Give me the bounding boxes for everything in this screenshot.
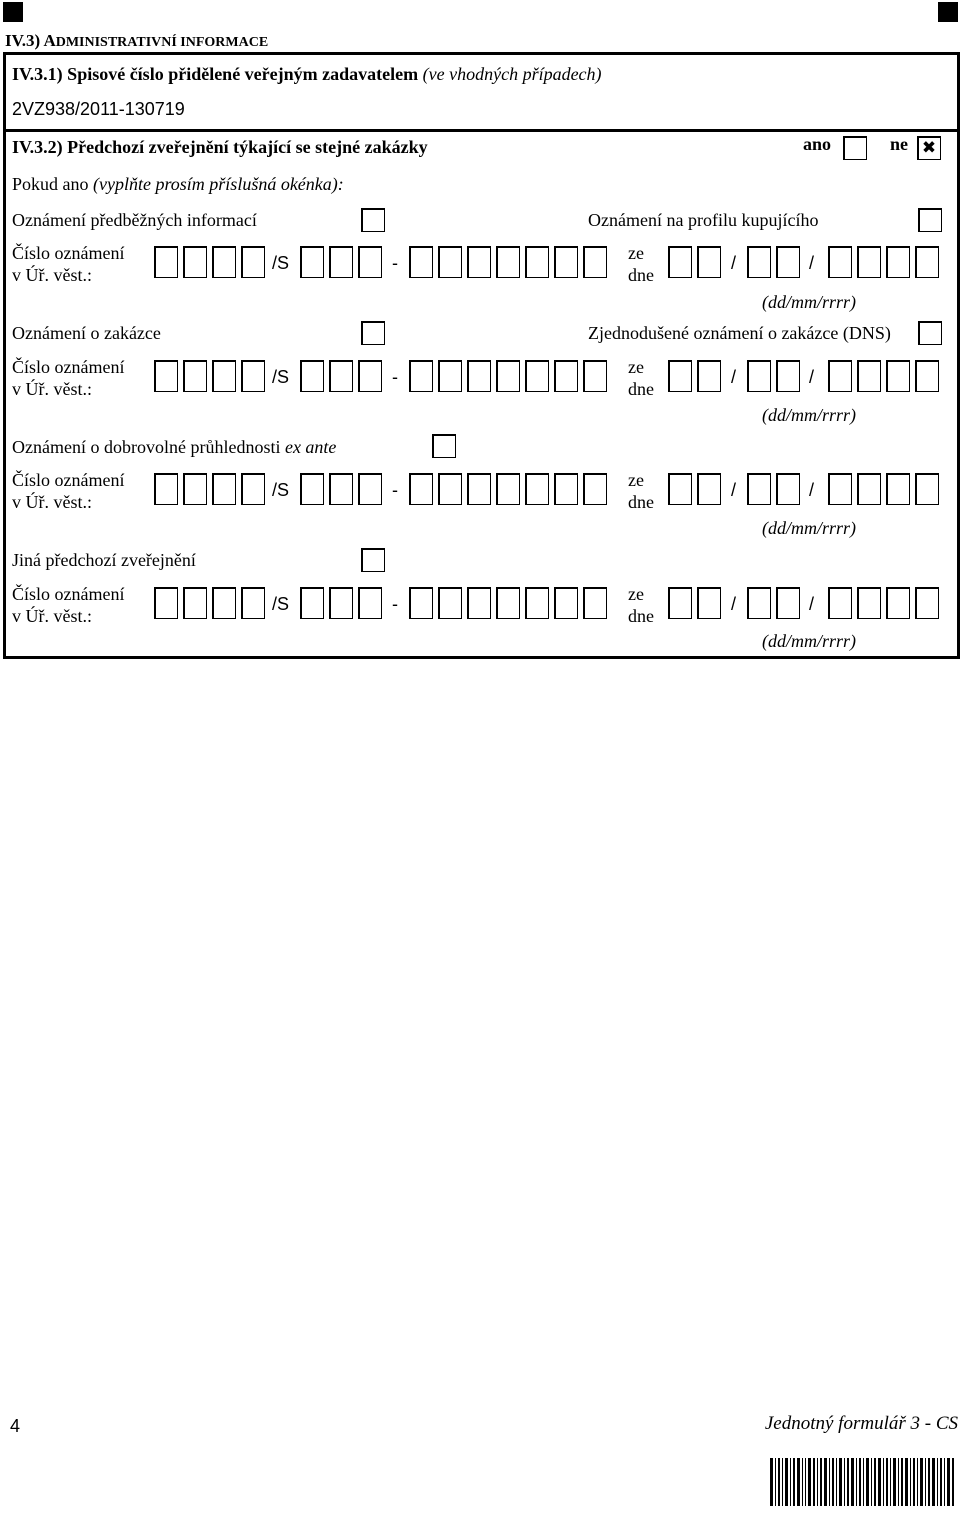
date-format-hint: (dd/mm/rrrr) <box>762 292 857 312</box>
number-cell[interactable] <box>583 473 607 505</box>
ze-label: ze <box>628 470 644 490</box>
date-cell[interactable] <box>886 246 910 278</box>
number-label: Číslo oznámení <box>12 357 125 377</box>
number-cell[interactable] <box>329 246 353 278</box>
number-cell[interactable] <box>358 360 382 392</box>
number-cell[interactable] <box>212 587 236 619</box>
number-cell[interactable] <box>525 360 549 392</box>
date-cell[interactable] <box>857 473 881 505</box>
form-name: Jednotný formulář 3 - CS <box>764 1413 958 1434</box>
date-cell[interactable] <box>776 587 800 619</box>
date-cell[interactable] <box>857 360 881 392</box>
number-cell[interactable] <box>525 246 549 278</box>
x-mark-icon: ✖ <box>921 138 937 157</box>
date-cell[interactable] <box>697 360 721 392</box>
number-cell[interactable] <box>409 587 433 619</box>
ze-label: ze <box>628 243 644 263</box>
ref-number-label: IV.3.1) Spisové číslo přidělené veřejným zadavatelem (ve vhodných případech) <box>12 64 602 84</box>
date-cell[interactable] <box>828 587 852 619</box>
dne-label: dne <box>628 265 654 285</box>
date-cell[interactable] <box>747 246 771 278</box>
oj-label: v Úř. věst.: <box>12 265 92 285</box>
date-cell[interactable] <box>886 473 910 505</box>
date-slash: / <box>809 367 815 387</box>
dash-separator: - <box>392 480 398 500</box>
number-cell[interactable] <box>554 360 578 392</box>
notice-number-row <box>0 357 960 399</box>
date-cell[interactable] <box>747 473 771 505</box>
number-cell[interactable] <box>467 360 491 392</box>
contract-notice-label: Oznámení o zakázce <box>12 323 161 343</box>
yes-label: ano <box>803 134 832 154</box>
number-cell[interactable] <box>183 587 207 619</box>
number-cell[interactable] <box>300 473 324 505</box>
yes-checkbox[interactable] <box>843 136 867 160</box>
date-cell[interactable] <box>915 360 939 392</box>
number-cell[interactable] <box>496 473 520 505</box>
corner-mark-left <box>3 2 23 22</box>
number-cell[interactable] <box>358 473 382 505</box>
number-cell[interactable] <box>154 587 178 619</box>
number-cell[interactable] <box>154 473 178 505</box>
date-cell[interactable] <box>697 246 721 278</box>
s-separator: /S <box>272 594 290 614</box>
barcode-image <box>770 1458 954 1513</box>
buyer-profile-label: Oznámení na profilu kupujícího <box>588 210 819 230</box>
number-cell[interactable] <box>525 473 549 505</box>
date-cell[interactable] <box>776 246 800 278</box>
number-cell[interactable] <box>154 360 178 392</box>
number-cell[interactable] <box>241 587 265 619</box>
date-cell[interactable] <box>747 587 771 619</box>
number-cell[interactable] <box>554 587 578 619</box>
number-cell[interactable] <box>329 360 353 392</box>
date-cell[interactable] <box>857 246 881 278</box>
number-cell[interactable] <box>467 473 491 505</box>
simplified-notice-label: Zjednodušené oznámení o zakázce (DNS) <box>588 323 891 343</box>
dash-separator: - <box>392 253 398 273</box>
date-format-hint: (dd/mm/rrrr) <box>762 631 857 651</box>
number-cell[interactable] <box>554 473 578 505</box>
date-cell[interactable] <box>828 473 852 505</box>
number-cell[interactable] <box>183 246 207 278</box>
s-separator: /S <box>272 253 290 273</box>
date-cell[interactable] <box>668 587 692 619</box>
notice-number-row <box>0 243 960 285</box>
date-cell[interactable] <box>857 587 881 619</box>
number-cell[interactable] <box>409 360 433 392</box>
number-cell[interactable] <box>496 587 520 619</box>
other-publication-checkbox[interactable] <box>361 548 385 572</box>
number-cell[interactable] <box>241 360 265 392</box>
number-cell[interactable] <box>358 587 382 619</box>
dne-label: dne <box>628 606 654 626</box>
number-cell[interactable] <box>438 360 462 392</box>
date-cell[interactable] <box>697 473 721 505</box>
date-cell[interactable] <box>776 360 800 392</box>
dne-label: dne <box>628 492 654 512</box>
contract-notice-checkbox[interactable] <box>361 321 385 345</box>
dash-separator: - <box>392 594 398 614</box>
number-cell[interactable] <box>212 473 236 505</box>
date-slash: / <box>731 253 737 273</box>
s-separator: /S <box>272 480 290 500</box>
dne-label: dne <box>628 379 654 399</box>
number-cell[interactable] <box>583 360 607 392</box>
number-cell[interactable] <box>438 473 462 505</box>
number-cell[interactable] <box>358 246 382 278</box>
date-cell[interactable] <box>915 587 939 619</box>
oj-label: v Úř. věst.: <box>12 492 92 512</box>
ze-label: ze <box>628 584 644 604</box>
date-cell[interactable] <box>886 587 910 619</box>
number-cell[interactable] <box>329 473 353 505</box>
prior-info-checkbox[interactable] <box>361 208 385 232</box>
oj-label: v Úř. věst.: <box>12 379 92 399</box>
simplified-notice-checkbox[interactable] <box>918 321 942 345</box>
number-cell[interactable] <box>496 360 520 392</box>
transparency-notice-checkbox[interactable] <box>432 434 456 458</box>
date-cell[interactable] <box>776 473 800 505</box>
date-format-hint: (dd/mm/rrrr) <box>762 405 857 425</box>
ref-number-value[interactable]: 2VZ938/2011-130719 <box>12 99 185 119</box>
number-cell[interactable] <box>467 587 491 619</box>
date-cell[interactable] <box>828 246 852 278</box>
section-title: IV.3) ADMINISTRATIVNÍ INFORMACE <box>5 31 269 50</box>
transparency-notice-label: Oznámení o dobrovolné průhlednosti ex ante <box>12 437 337 457</box>
date-slash: / <box>731 480 737 500</box>
corner-mark-right <box>938 2 958 22</box>
number-label: Číslo oznámení <box>12 584 125 604</box>
date-cell[interactable] <box>828 360 852 392</box>
other-publication-label: Jiná předchozí zveřejnění <box>12 550 196 570</box>
date-cell[interactable] <box>668 473 692 505</box>
number-cell[interactable] <box>241 246 265 278</box>
date-format-hint: (dd/mm/rrrr) <box>762 518 857 538</box>
number-cell[interactable] <box>300 360 324 392</box>
number-cell[interactable] <box>583 587 607 619</box>
number-label: Číslo oznámení <box>12 470 125 490</box>
number-cell[interactable] <box>300 587 324 619</box>
date-cell[interactable] <box>668 360 692 392</box>
dash-separator: - <box>392 367 398 387</box>
date-slash: / <box>809 480 815 500</box>
number-cell[interactable] <box>241 473 265 505</box>
prior-info-label: Oznámení předběžných informací <box>12 210 257 230</box>
date-slash: / <box>809 253 815 273</box>
number-cell[interactable] <box>554 246 578 278</box>
date-cell[interactable] <box>886 360 910 392</box>
date-cell[interactable] <box>697 587 721 619</box>
number-cell[interactable] <box>496 246 520 278</box>
ze-label: ze <box>628 357 644 377</box>
number-cell[interactable] <box>183 360 207 392</box>
number-cell[interactable] <box>212 246 236 278</box>
no-checkbox[interactable] <box>917 136 941 160</box>
number-cell[interactable] <box>409 246 433 278</box>
number-cell[interactable] <box>467 246 491 278</box>
number-cell[interactable] <box>438 246 462 278</box>
number-cell[interactable] <box>583 246 607 278</box>
notice-number-row <box>0 584 960 626</box>
date-cell[interactable] <box>668 246 692 278</box>
number-cell[interactable] <box>409 473 433 505</box>
s-separator: /S <box>272 367 290 387</box>
buyer-profile-checkbox[interactable] <box>918 208 942 232</box>
number-cell[interactable] <box>212 360 236 392</box>
prev-publication-label: IV.3.2) Předchozí zveřejnění týkající se stejné zakázky <box>12 137 428 157</box>
number-cell[interactable] <box>438 587 462 619</box>
number-cell[interactable] <box>329 587 353 619</box>
date-slash: / <box>731 367 737 387</box>
number-cell[interactable] <box>183 473 207 505</box>
number-label: Číslo oznámení <box>12 243 125 263</box>
date-cell[interactable] <box>747 360 771 392</box>
divider <box>6 129 957 132</box>
number-cell[interactable] <box>154 246 178 278</box>
if-yes-label: Pokud ano (vyplňte prosím příslušná okénka): <box>12 174 344 194</box>
number-cell[interactable] <box>525 587 549 619</box>
date-cell[interactable] <box>915 246 939 278</box>
date-cell[interactable] <box>915 473 939 505</box>
page-number: 4 <box>10 1416 21 1436</box>
date-slash: / <box>809 594 815 614</box>
number-cell[interactable] <box>300 246 324 278</box>
notice-number-row <box>0 470 960 512</box>
date-slash: / <box>731 594 737 614</box>
oj-label: v Úř. věst.: <box>12 606 92 626</box>
no-label: ne <box>890 134 908 154</box>
